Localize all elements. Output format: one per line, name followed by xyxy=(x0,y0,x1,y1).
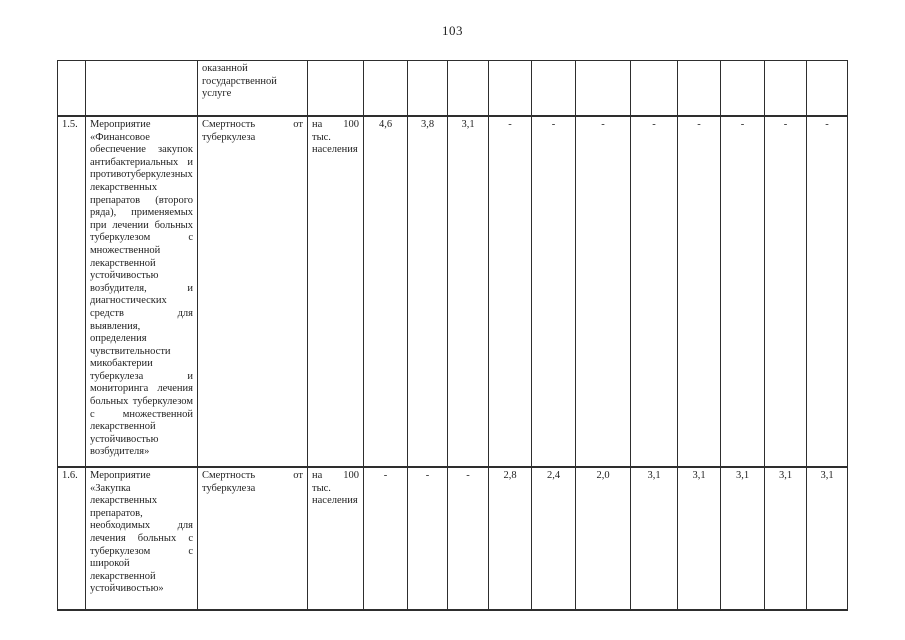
value-cell: - xyxy=(678,116,721,467)
empty-header-cell xyxy=(364,61,408,117)
value-cell: 2,4 xyxy=(532,467,576,610)
empty-header-cell xyxy=(58,61,86,117)
value-cell: 3,1 xyxy=(765,467,807,610)
value-cell: - xyxy=(408,467,448,610)
value-cell: 3,1 xyxy=(721,467,765,610)
value-cell: - xyxy=(765,116,807,467)
value-cell: - xyxy=(807,116,848,467)
measure-name-cell: Мероприятие «Закупка лекарственных препаратов, необходимых для лечения больных с туберкулезом с широкой лекарственной устойчивостью» xyxy=(86,467,198,610)
value-cell: - xyxy=(576,116,631,467)
value-cell: - xyxy=(532,116,576,467)
empty-header-cell xyxy=(721,61,765,117)
empty-header-cell xyxy=(532,61,576,117)
unit-cell: на 100 тыс. населения xyxy=(308,116,364,467)
empty-header-cell xyxy=(408,61,448,117)
empty-header-cell xyxy=(678,61,721,117)
empty-header-cell xyxy=(631,61,678,117)
indicator-name-cell: Смертность от туберкулеза xyxy=(198,467,308,610)
value-cell: 3,1 xyxy=(448,116,489,467)
value-cell: 3,1 xyxy=(678,467,721,610)
table-row-1-6 xyxy=(58,467,848,610)
empty-header-cell xyxy=(489,61,532,117)
value-cell: - xyxy=(489,116,532,467)
value-cell: - xyxy=(721,116,765,467)
unit-cell: на 100 тыс. населения xyxy=(308,467,364,610)
row-number-cell: 1.5. xyxy=(58,116,86,467)
value-cell: 3,1 xyxy=(807,467,848,610)
row-number-cell: 1.6. xyxy=(58,467,86,610)
empty-header-cell xyxy=(765,61,807,117)
page-number: 103 xyxy=(442,23,463,38)
value-cell: 2,8 xyxy=(489,467,532,610)
indicator-name-cell: Смертность от туберкулеза xyxy=(198,116,308,467)
table-row-1-5 xyxy=(58,116,848,467)
value-cell: 3,8 xyxy=(408,116,448,467)
header-continuation-row xyxy=(58,61,848,117)
value-cell: - xyxy=(364,467,408,610)
empty-header-cell xyxy=(448,61,489,117)
value-cell: 3,1 xyxy=(631,467,678,610)
value-cell: 2,0 xyxy=(576,467,631,610)
header-continuation-cell: оказанной государственной услуге xyxy=(198,61,308,117)
empty-header-cell xyxy=(576,61,631,117)
empty-header-cell xyxy=(807,61,848,117)
value-cell: - xyxy=(448,467,489,610)
value-cell: 4,6 xyxy=(364,116,408,467)
measure-name-cell: Мероприятие «Финансовое обеспечение закупок антибактериальных и противотуберкулезных лекарственных препаратов (второго ряда), применяемых при лечении больных туберкулезом с множественной лекарственной устойчивостью возбудителя, и диагностических средств для выявления, определения чувствительности микобактерии туберкулеза и мониторинга лечения больных туберкулезом с множественной лекарственной устойчивостью возбудителя» xyxy=(86,116,198,467)
indicators-table xyxy=(57,60,848,611)
empty-header-cell xyxy=(86,61,198,117)
value-cell: - xyxy=(631,116,678,467)
empty-header-cell xyxy=(308,61,364,117)
